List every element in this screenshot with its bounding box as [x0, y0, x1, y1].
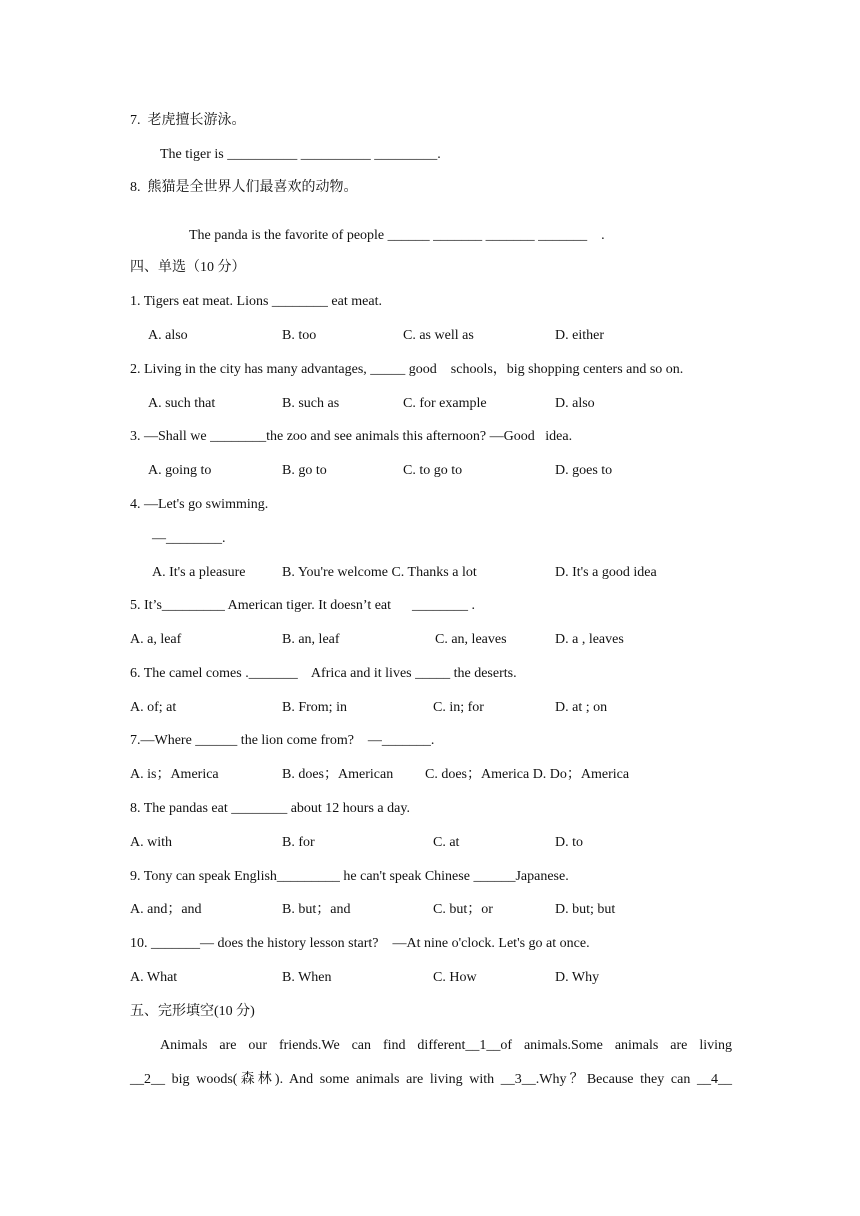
option-d: D. a , leaves — [555, 632, 624, 647]
option-b: B. for — [282, 835, 315, 850]
option-a: A. is；America — [130, 767, 219, 782]
option-d: D. goes to — [555, 463, 613, 478]
option-c: C. at — [433, 835, 460, 850]
translation-q7-prompt: 7. 老虎擅长游泳。 — [130, 113, 246, 128]
option-c: C. an, leaves — [435, 632, 507, 647]
option-d: D. also — [555, 396, 595, 411]
question-stem: 7.—Where ______ the lion come from? —_______. — [130, 733, 435, 748]
question-stem: 10. _______— does the history lesson start? —At nine o'clock. Let's go at once. — [130, 936, 590, 951]
question-stem: 4. —Let's go swimming. — [130, 497, 269, 512]
option-b: B. From; in — [282, 700, 347, 715]
translation-q8-prompt: 8. 熊猫是全世界人们最喜欢的动物。 — [130, 180, 358, 195]
question-stem: 2. Living in the city has many advantages, _____ good schools，big shopping centers and so on. — [130, 362, 684, 377]
option-b: B. but；and — [282, 902, 351, 917]
option-b: B. go to — [282, 463, 327, 478]
section-heading-cloze: 五、完形填空(10 分) — [130, 1004, 255, 1019]
option-a: A. It's a pleasure — [152, 565, 246, 580]
option-a: A. of; at — [130, 700, 177, 715]
option-b: B. an, leaf — [282, 632, 340, 647]
option-b: B. When — [282, 970, 332, 985]
question-stem: 3. —Shall we ________the zoo and see animals this afternoon? —Good idea. — [130, 429, 573, 444]
translation-q8-sentence: The panda is the favorite of people ______ _______ _______ _______ . — [189, 228, 605, 243]
option-c-d: C. does；America D. Do；America — [425, 767, 630, 782]
option-d: D. Why — [555, 970, 600, 985]
option-a: A. and；and — [130, 902, 202, 917]
option-c: C. but；or — [433, 902, 493, 917]
option-d: D. to — [555, 835, 583, 850]
option-d: D. at ; on — [555, 700, 608, 715]
question-stem: 9. Tony can speak English_________ he can't speak Chinese ______Japanese. — [130, 869, 569, 884]
question-stem: 1. Tigers eat meat. Lions ________ eat meat. — [130, 294, 382, 309]
question-stem: 8. The pandas eat ________ about 12 hours a day. — [130, 801, 410, 816]
section-heading-single-choice: 四、单选（10 分） — [130, 260, 246, 275]
option-a: A. a, leaf — [130, 632, 182, 647]
option-b: B. does；American — [282, 767, 394, 782]
option-c: C. to go to — [403, 463, 463, 478]
option-c: C. as well as — [403, 328, 474, 343]
option-c: C. How — [433, 970, 477, 985]
option-b: B. too — [282, 328, 317, 343]
question-stem: 6. The camel comes ._______ Africa and it lives _____ the deserts. — [130, 666, 517, 681]
cloze-paragraph-line: __2__ big woods(森林). And some animals are living with __3__.Why？Because they can __4__ — [130, 1072, 732, 1087]
question-stem-response: —________. — [152, 531, 226, 546]
option-b: B. such as — [282, 396, 340, 411]
option-a: A. such that — [148, 396, 216, 411]
option-d: D. but; but — [555, 902, 616, 917]
cloze-paragraph-line: Animals are our friends.We can find different__1__of animals.Some animals are living — [160, 1038, 732, 1053]
question-stem: 5. It’s_________ American tiger. It doesn’t eat ________ . — [130, 598, 476, 613]
option-c: C. in; for — [433, 700, 484, 715]
translation-q7-sentence: The tiger is __________ __________ _________. — [160, 147, 441, 162]
option-a: A. What — [130, 970, 178, 985]
option-a: A. going to — [148, 463, 212, 478]
option-b-c: B. You're welcome C. Thanks a lot — [282, 565, 477, 580]
option-d: D. It's a good idea — [555, 565, 657, 580]
option-a: A. with — [130, 835, 172, 850]
option-a: A. also — [148, 328, 188, 343]
option-c: C. for example — [403, 396, 487, 411]
option-d: D. either — [555, 328, 604, 343]
